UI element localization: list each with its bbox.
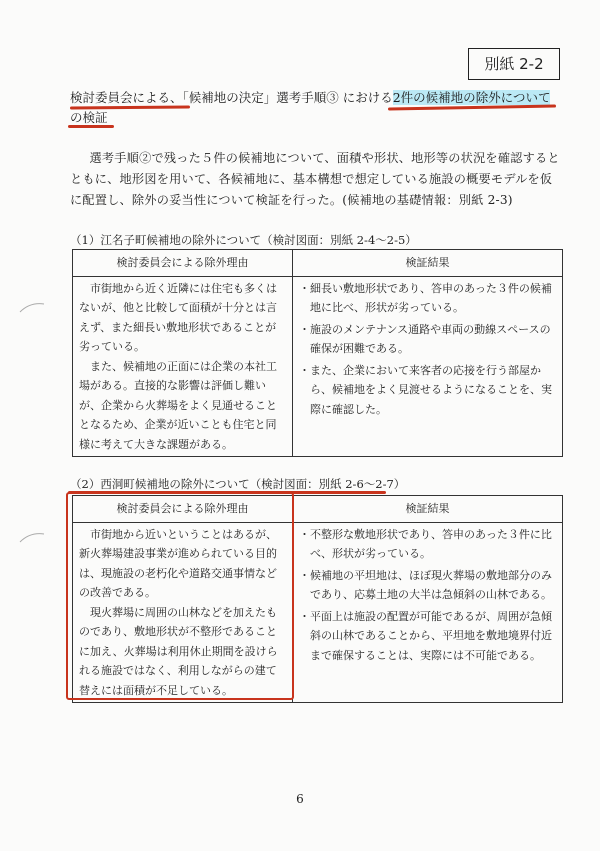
appendix-tag: 別紙 2-2 — [468, 48, 560, 80]
section1-result-item: ・施設のメンテナンス通路や車両の動線スペースの確保が困難である。 — [299, 322, 551, 355]
section2-result-cell — [293, 522, 563, 703]
section2-reason-p2: 現火葬場に周囲の山林などを加えたものであり、敷地形状が不整形であることに加え、火葬場は利用休止期間を設けられる施設ではなく、利用しながらの建て替えには面積が不足している。 — [79, 605, 278, 697]
intro-paragraph — [70, 148, 560, 211]
red-underline-3 — [68, 125, 114, 128]
section1-result-cell — [293, 276, 563, 457]
section1-table — [72, 249, 563, 457]
section1-result-item: ・また、企業において来客者の応接を行う部屋から、候補地をよく見渡せるようになることを、実際に確認した。 — [299, 363, 552, 416]
section1-reason-p1: 市街地から近く近隣には住宅も多くはないが、他と比較して面積が十分とは言えず、また細長い敷地形状であることが劣っている。 — [79, 281, 277, 353]
section2-result-item: ・平面上は施設の配置が可能であるが、周囲が急傾斜の山林であることから、平坦地を敷地境界付近まで確保することは、実際には不可能である。 — [299, 609, 552, 662]
section1-result-item: ・細長い敷地形状であり、答申のあった３件の候補地に比べ、形状が劣っている。 — [299, 281, 552, 314]
intro-text: 選考手順②で残った５件の候補地について、面積や形状、地形等の状況を確認するとともに、地形図を用いて、各候補地に、基本構想で想定している施設の概要モデルを仮に配置し、除外の妥当性について検証を行った。(候補地の基礎情報：別紙 2-3) — [70, 151, 560, 207]
section2-col-reason: 検討委員会による除外理由 — [73, 496, 293, 523]
margin-mark-2 — [18, 530, 48, 544]
section2-result-item: ・候補地の平坦地は、ほぼ現火葬場の敷地部分のみであり、応募土地の大半は急傾斜の山林である。 — [299, 568, 552, 601]
red-pen-box — [66, 492, 294, 700]
section2-result-item: ・不整形な敷地形状であり、答申のあった３件に比べ、形状が劣っている。 — [299, 527, 552, 560]
section2-col-result: 検証結果 — [293, 496, 563, 523]
heading-part3: の検証 — [70, 110, 108, 125]
section1-col-reason: 検討委員会による除外理由 — [73, 250, 293, 277]
section1-title: （1）江名子町候補地の除外について（検討図面：別紙 2-4〜2-5） — [70, 233, 417, 247]
section1-col-result: 検証結果 — [293, 250, 563, 277]
section1-reason-cell — [73, 276, 293, 457]
section2-title: （2）西洞町候補地の除外について（検討図面：別紙 2-6〜2-7） — [70, 477, 406, 491]
margin-mark-1 — [18, 300, 48, 314]
page-number: 6 — [296, 792, 304, 806]
section1-reason-p2: また、候補地の正面には企業の本社工場がある。直接的な影響は評価し難いが、企業から火葬場をよく見通せることとなるため、企業が近いことも住宅と同様に考えて大きな課題がある。 — [79, 359, 277, 451]
heading-part1: 検討委員会による、「候補地の決定」選考手順③ における — [70, 90, 393, 105]
heading-highlight: 2件の候補地の除外について — [392, 90, 551, 105]
section2-reason-p1: 市街地から近いということはあるが、新火葬場建設事業が進められている目的は、現施設の老朽化や道路交通事情などの改善である。 — [79, 527, 277, 599]
